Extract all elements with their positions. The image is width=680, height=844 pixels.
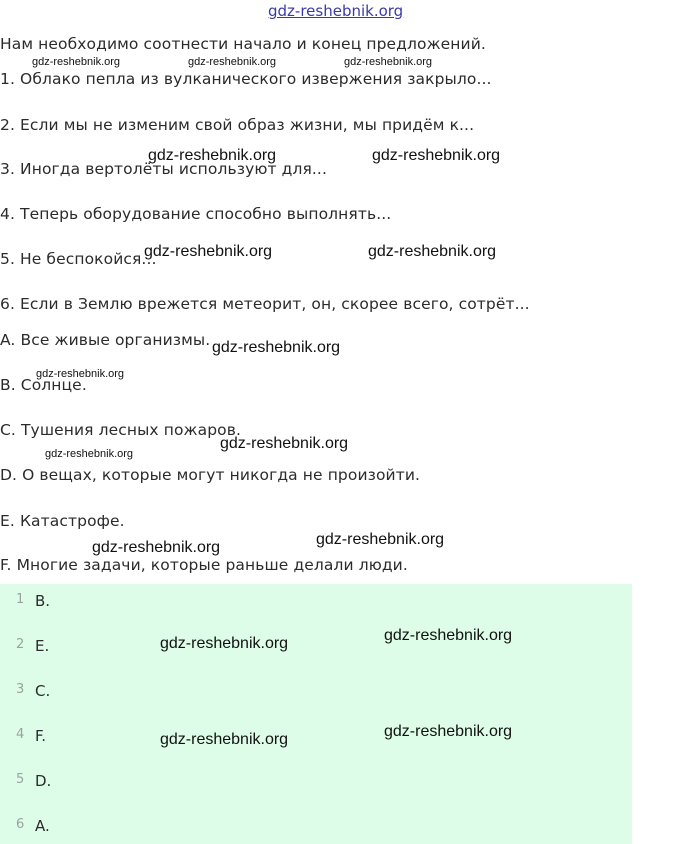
answer-value: B. xyxy=(35,592,51,610)
watermark: gdz-reshebnik.org xyxy=(368,243,497,260)
answer-value: A. xyxy=(35,817,50,835)
answer-value: F. xyxy=(35,727,46,745)
watermark: gdz-reshebnik.org xyxy=(220,435,349,452)
sentence-5: 5. Не беспокойся... xyxy=(0,250,157,268)
watermark: gdz-reshebnik.org xyxy=(188,56,277,68)
answer-number: 2 xyxy=(16,637,25,652)
ending-c: C. Тушения лесных пожаров. xyxy=(0,421,241,439)
watermark: gdz-reshebnik.org xyxy=(384,627,513,644)
watermark: gdz-reshebnik.org xyxy=(148,147,277,164)
watermark: gdz-reshebnik.org xyxy=(36,368,125,380)
sentence-1: 1. Облако пепла из вулканического извержения закрыло... xyxy=(0,70,492,88)
watermark: gdz-reshebnik.org xyxy=(384,723,513,740)
answer-number: 1 xyxy=(16,592,25,607)
watermark: gdz-reshebnik.org xyxy=(144,243,273,260)
sentence-6: 6. Если в Землю врежется метеорит, он, скорее всего, сотрёт... xyxy=(0,295,530,313)
ending-a: A. Все живые организмы. xyxy=(0,331,211,349)
ending-f: F. Многие задачи, которые раньше делали люди. xyxy=(0,556,408,574)
watermark: gdz-reshebnik.org xyxy=(344,56,433,68)
sentence-2: 2. Если мы не изменим свой образ жизни, мы придём к... xyxy=(0,116,475,134)
answer-number: 4 xyxy=(16,727,25,742)
watermark: gdz-reshebnik.org xyxy=(160,731,289,748)
header-watermark-link[interactable]: gdz-reshebnik.org xyxy=(268,2,404,20)
watermark: gdz-reshebnik.org xyxy=(316,531,445,548)
ending-d: D. О вещах, которые могут никогда не произойти. xyxy=(0,466,421,484)
watermark: gdz-reshebnik.org xyxy=(45,448,134,460)
answer-number: 6 xyxy=(16,817,25,832)
ending-b: B. Солнце. xyxy=(0,376,87,394)
answer-value: E. xyxy=(35,637,50,655)
watermark: gdz-reshebnik.org xyxy=(32,56,121,68)
ending-e: E. Катастрофе. xyxy=(0,512,125,530)
answer-value: C. xyxy=(35,682,51,700)
sentence-4: 4. Теперь оборудование способно выполнять... xyxy=(0,205,392,223)
watermark: gdz-reshebnik.org xyxy=(372,147,501,164)
instruction-text: Нам необходимо соотнести начало и конец предложений. xyxy=(0,35,486,53)
answer-block xyxy=(0,584,632,844)
watermark: gdz-reshebnik.org xyxy=(212,339,341,356)
sentence-3: 3. Иногда вертолёты используют для... xyxy=(0,160,327,178)
answer-number: 3 xyxy=(16,682,25,697)
watermark: gdz-reshebnik.org xyxy=(160,635,289,652)
answer-number: 5 xyxy=(16,772,25,787)
watermark: gdz-reshebnik.org xyxy=(92,539,221,556)
answer-value: D. xyxy=(35,772,52,790)
